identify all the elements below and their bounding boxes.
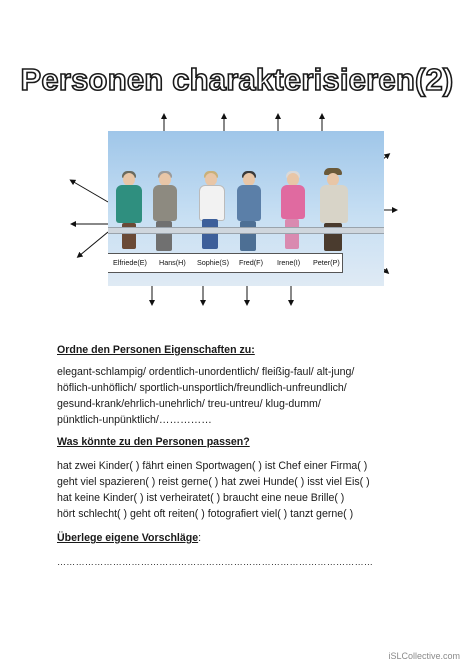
task1-heading: Ordne den Personen Eigenschaften zu: [57,344,255,356]
page-title: Personen charakterisieren(2) [20,62,454,97]
task1-line: höflich-unhöflich/ sportlich-unsportlich/freundlich-unfreundlich/ [57,382,347,394]
people-photo [108,131,384,286]
task3-heading-row [57,530,373,546]
task2-line: hat keine Kinder( ) ist verheiratet( ) braucht eine neue Brille( ) [57,492,345,504]
task3-colon: : [198,532,202,544]
task1-line: elegant-schlampig/ ordentlich-unordentlich/ fleißig-faul/ alt-jung/ [57,366,355,378]
names-box [108,253,343,273]
arrow-left-1 [72,181,108,202]
arrow-left-3 [79,232,108,256]
task2-heading: Was könnte zu den Personen passen? [57,436,250,448]
task3-section [57,530,373,570]
name-label: Fred(F) [239,258,263,267]
task1-section [57,342,354,428]
task3-heading: Überlege eigene Vorschläge [57,532,199,544]
name-label: Hans(H) [159,258,186,267]
task2-line: hat zwei Kinder( ) fährt einen Sportwagen( ) ist Chef einer Firma( ) [57,460,368,472]
task2-section [57,434,370,522]
name-label: Sophie(S) [197,258,229,267]
answer-dots: ………………………………………………………………………………………… [57,557,374,567]
name-label: Elfriede(E) [113,258,147,267]
name-label: Irene(I) [277,258,301,267]
task1-line: gesund-krank/ehrlich-unehrlich/ treu-untreu/ klug-dumm/ [57,398,321,410]
bench-rail [108,227,384,234]
task2-line: hört schlecht( ) geht oft reiten( ) fotografiert viel( ) tanzt gerne( ) [57,508,354,520]
task1-line: pünktlich-unpünktlich/…………… [57,414,212,426]
name-label: Peter(P) [313,258,340,267]
footer-watermark: iSLCollective.com [388,651,460,661]
names-strip [108,253,384,275]
task2-line: geht viel spazieren( ) reist gerne( ) hat zwei Hunde( ) isst viel Eis( ) [57,476,370,488]
